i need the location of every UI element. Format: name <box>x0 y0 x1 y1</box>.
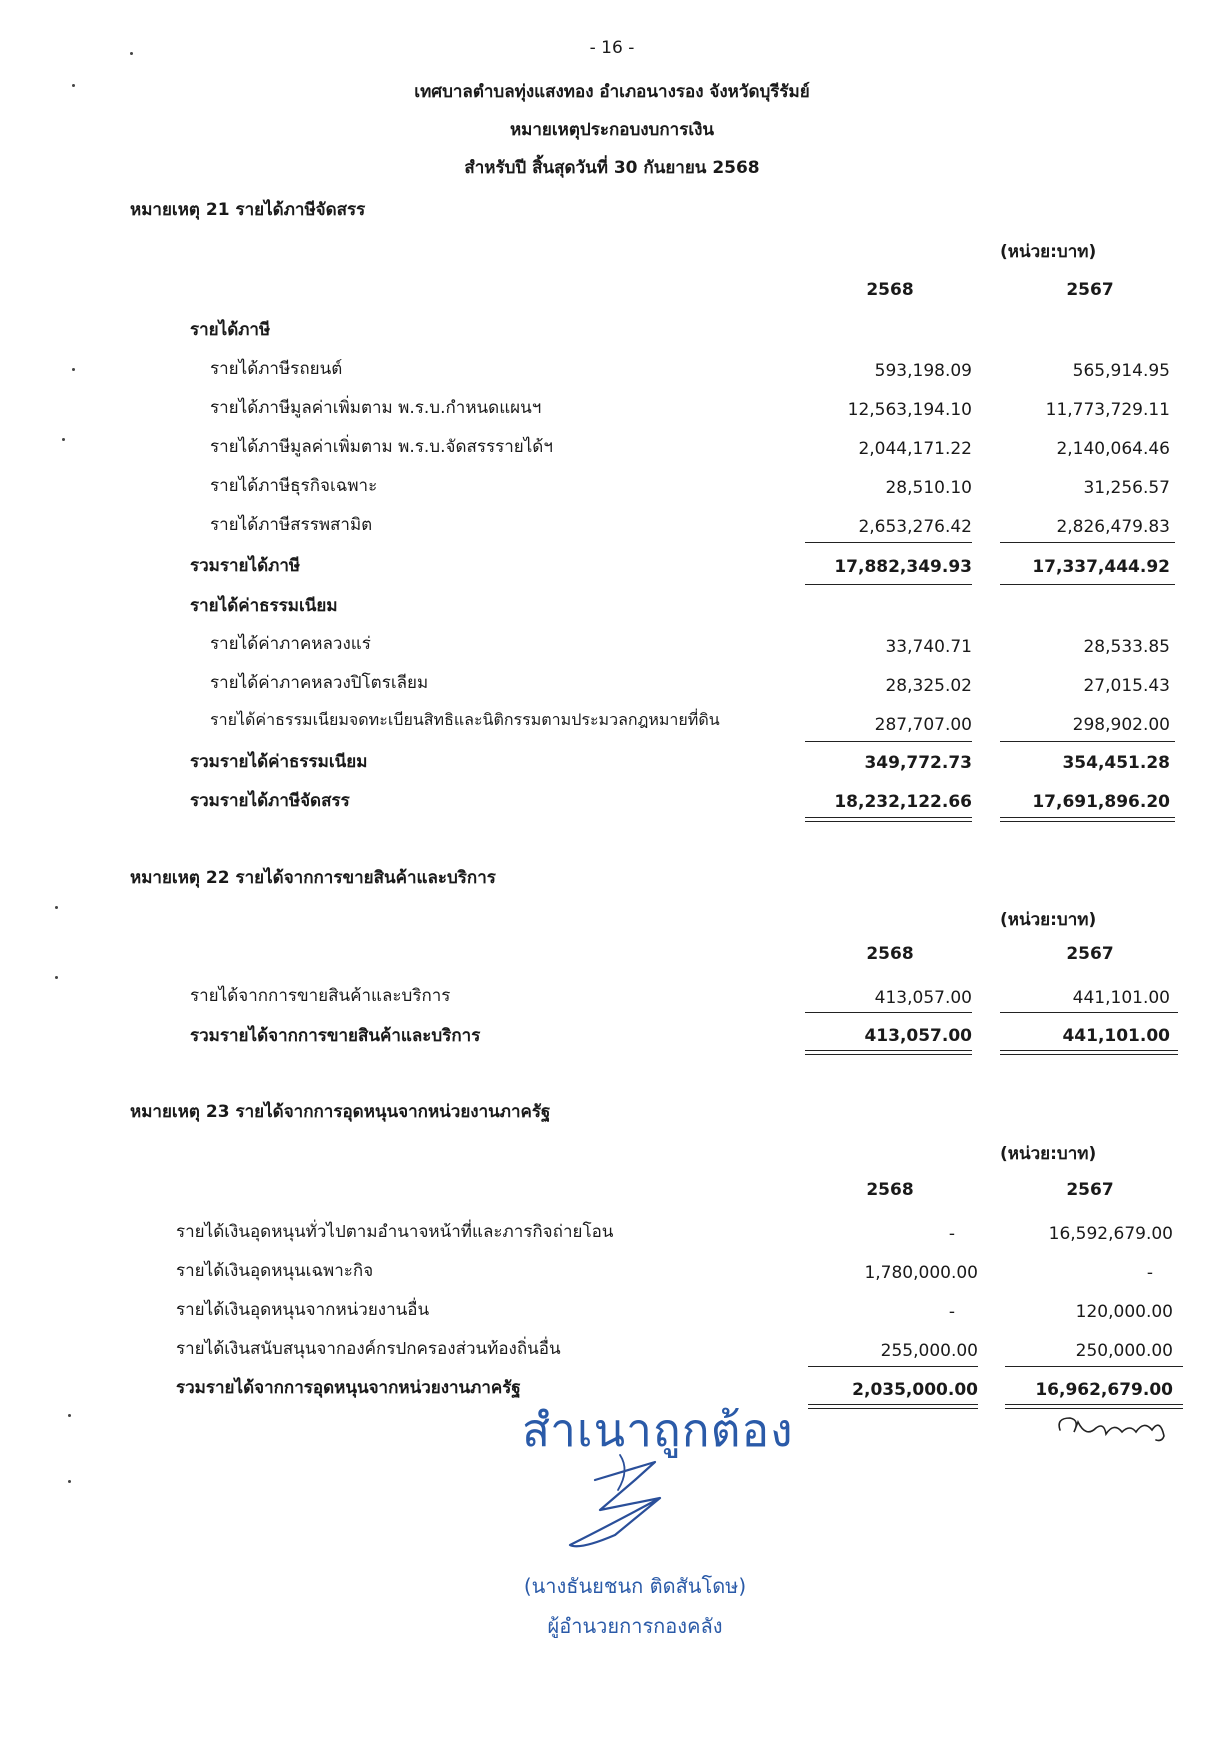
fee-total-current: 349,772.73 <box>864 753 972 773</box>
tax-row-current: 2,044,171.22 <box>858 439 972 459</box>
note-22-unit: (หน่วย:บาท) <box>1000 910 1097 930</box>
fee-row-prior: 27,015.43 <box>1083 676 1170 696</box>
note-22-year-current: 2568 <box>866 944 914 964</box>
total-double-rule <box>1000 1050 1178 1055</box>
fee-row-label: รายได้ค่าธรรมเนียมจดทะเบียนสิทธิและนิติกรรมตามประมวลกฎหมายที่ดิน <box>210 710 720 729</box>
fee-row-prior: 298,902.00 <box>1072 715 1170 735</box>
subtotal-rule <box>805 741 972 742</box>
grant-row-prior: 16,592,679.00 <box>1048 1224 1173 1244</box>
grand-total-prior: 17,691,896.20 <box>1032 792 1170 812</box>
grant-row-label: รายได้เงินสนับสนุนจากองค์กรปกครองส่วนท้องถิ่นอื่น <box>176 1339 561 1359</box>
scan-speck <box>72 368 75 371</box>
sales-row-label: รายได้จากการขายสินค้าและบริการ <box>190 986 451 1006</box>
grant-row-prior: - <box>1146 1263 1153 1283</box>
scan-speck <box>130 52 133 55</box>
subtotal-rule <box>805 584 972 585</box>
note-23-year-prior: 2567 <box>1066 1180 1114 1200</box>
sales-row-prior: 441,101.00 <box>1072 988 1170 1008</box>
scan-speck <box>55 976 58 979</box>
tax-row-current: 28,510.10 <box>885 478 972 498</box>
fee-row-prior: 28,533.85 <box>1083 637 1170 657</box>
grand-total-double-rule <box>805 817 972 822</box>
grant-row-current: 1,780,000.00 <box>864 1263 978 1283</box>
note-22-year-prior: 2567 <box>1066 944 1114 964</box>
fee-heading: รายได้ค่าธรรมเนียม <box>190 596 338 616</box>
tax-heading: รายได้ภาษี <box>190 320 271 340</box>
fee-total-prior: 354,451.28 <box>1062 753 1170 773</box>
tax-row-prior: 31,256.57 <box>1083 478 1170 498</box>
sales-total-label: รวมรายได้จากการขายสินค้าและบริการ <box>190 1026 481 1046</box>
scan-speck <box>62 438 65 441</box>
fee-row-current: 33,740.71 <box>885 637 972 657</box>
note-21-year-prior: 2567 <box>1066 280 1114 300</box>
grant-row-label: รายได้เงินอุดหนุนจากหน่วยงานอื่น <box>176 1300 430 1320</box>
tax-row-current: 2,653,276.42 <box>858 517 972 537</box>
period-subtitle: สำหรับปี สิ้นสุดวันที่ 30 กันยายน 2568 <box>464 158 760 178</box>
tax-row-prior: 11,773,729.11 <box>1045 400 1170 420</box>
tax-row-label: รายได้ภาษีรถยนต์ <box>210 359 343 379</box>
tax-row-current: 12,563,194.10 <box>847 400 972 420</box>
note-21-unit: (หน่วย:บาท) <box>1000 242 1097 262</box>
tax-row-label: รายได้ภาษีธุรกิจเฉพาะ <box>210 476 378 496</box>
tax-row-label: รายได้ภาษีมูลค่าเพิ่มตาม พ.ร.บ.กำหนดแผนฯ <box>210 398 542 418</box>
note-22-title: หมายเหตุ 22 รายได้จากการขายสินค้าและบริการ <box>130 868 496 888</box>
subtotal-rule <box>1000 542 1175 543</box>
certified-copy-stamp: สำเนาถูกต้อง <box>522 1403 794 1457</box>
scan-speck <box>72 84 75 87</box>
grand-total-current: 18,232,122.66 <box>834 792 972 812</box>
tax-row-label: รายได้ภาษีมูลค่าเพิ่มตาม พ.ร.บ.จัดสรรรายได้ฯ <box>210 437 553 457</box>
fee-row-label: รายได้ค่าภาคหลวงปิโตรเลียม <box>210 673 429 693</box>
grand-total-double-rule <box>1000 817 1175 822</box>
note-23-title: หมายเหตุ 23 รายได้จากการอุดหนุนจากหน่วยงานภาครัฐ <box>130 1102 551 1122</box>
tax-row-prior: 565,914.95 <box>1072 361 1170 381</box>
note-21-year-current: 2568 <box>866 280 914 300</box>
grant-row-current: - <box>948 1224 955 1244</box>
document-title: หมายเหตุประกอบงบการเงิน <box>509 120 715 140</box>
grant-total-current: 2,035,000.00 <box>852 1380 978 1400</box>
scan-speck <box>55 906 58 909</box>
signer-title: ผู้อำนวยการกองคลัง <box>547 1614 723 1638</box>
subtotal-rule <box>1000 584 1175 585</box>
scan-speck <box>68 1480 71 1483</box>
grand-total-label: รวมรายได้ภาษีจัดสรร <box>190 791 350 811</box>
tax-total-label: รวมรายได้ภาษี <box>190 556 301 576</box>
subtotal-rule <box>805 1012 972 1013</box>
fee-row-current: 287,707.00 <box>874 715 972 735</box>
initials-mark <box>1052 1408 1177 1448</box>
subtotal-rule <box>805 542 972 543</box>
tax-row-label: รายได้ภาษีสรรพสามิต <box>210 515 373 535</box>
sales-total-current: 413,057.00 <box>864 1026 972 1046</box>
note-23-year-current: 2568 <box>866 1180 914 1200</box>
grant-total-prior: 16,962,679.00 <box>1035 1380 1173 1400</box>
total-double-rule <box>805 1050 972 1055</box>
subtotal-rule <box>808 1366 978 1367</box>
tax-total-prior: 17,337,444.92 <box>1032 557 1170 577</box>
note-23-unit: (หน่วย:บาท) <box>1000 1144 1097 1164</box>
scan-speck <box>68 1414 71 1417</box>
subtotal-rule <box>1000 1012 1178 1013</box>
grant-row-current: - <box>948 1302 955 1322</box>
subtotal-rule <box>1005 1366 1183 1367</box>
signer-name: (นางธันยชนก ติดสันโดษ) <box>523 1574 747 1598</box>
grant-row-label: รายได้เงินอุดหนุนเฉพาะกิจ <box>176 1261 374 1281</box>
signature-mark <box>540 1450 720 1560</box>
grant-row-prior: 120,000.00 <box>1075 1302 1173 1322</box>
fee-row-current: 28,325.02 <box>885 676 972 696</box>
fee-total-label: รวมรายได้ค่าธรรมเนียม <box>190 752 368 772</box>
fee-row-label: รายได้ค่าภาคหลวงแร่ <box>210 634 371 654</box>
sales-total-prior: 441,101.00 <box>1062 1026 1170 1046</box>
subtotal-rule <box>1000 741 1175 742</box>
organization-name: เทศบาลตำบลทุ่งแสงทอง อำเภอนางรอง จังหวัดบุรีรัมย์ <box>414 82 810 102</box>
page-number: - 16 - <box>589 38 635 58</box>
grant-row-label: รายได้เงินอุดหนุนทั่วไปตามอำนาจหน้าที่และภารกิจถ่ายโอน <box>176 1222 614 1242</box>
tax-row-prior: 2,826,479.83 <box>1056 517 1170 537</box>
tax-row-current: 593,198.09 <box>874 361 972 381</box>
tax-total-current: 17,882,349.93 <box>834 557 972 577</box>
sales-row-current: 413,057.00 <box>874 988 972 1008</box>
grant-row-current: 255,000.00 <box>880 1341 978 1361</box>
grant-row-prior: 250,000.00 <box>1075 1341 1173 1361</box>
total-double-rule <box>808 1404 978 1409</box>
grant-total-label: รวมรายได้จากการอุดหนุนจากหน่วยงานภาครัฐ <box>176 1378 521 1398</box>
note-21-title: หมายเหตุ 21 รายได้ภาษีจัดสรร <box>130 200 366 220</box>
tax-row-prior: 2,140,064.46 <box>1056 439 1170 459</box>
